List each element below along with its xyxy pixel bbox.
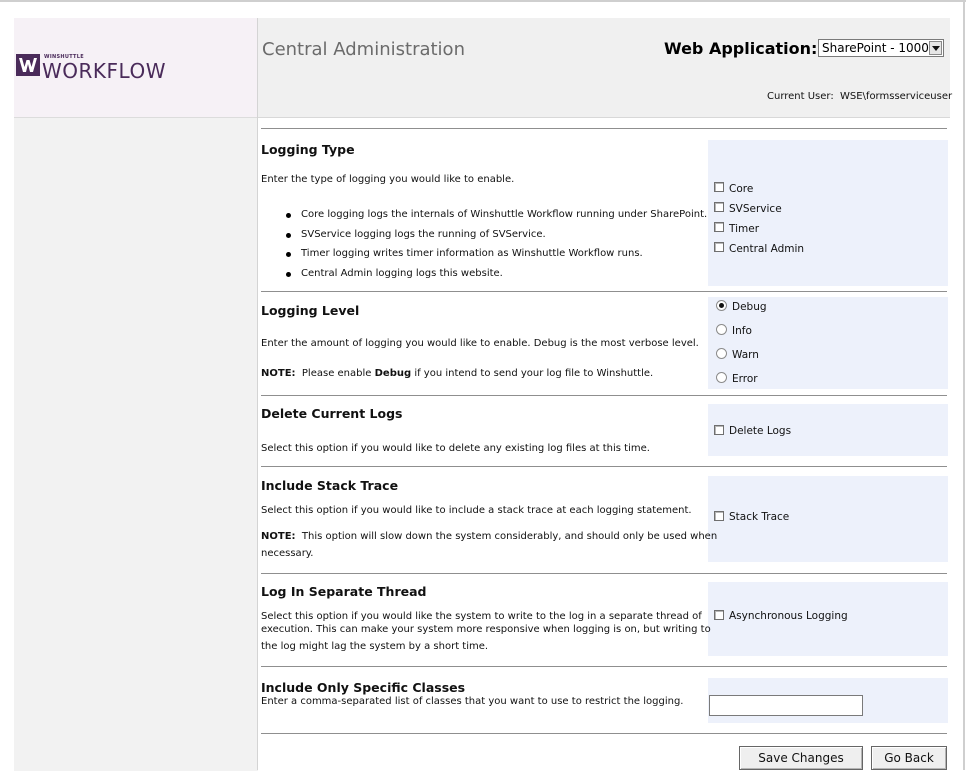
logo-brand-big: WORKFLOW xyxy=(42,59,166,83)
debug-radio[interactable] xyxy=(716,300,727,311)
specific-classes-title: Include Only Specific Classes xyxy=(261,680,466,695)
async-logging-label: Asynchronous Logging xyxy=(729,610,848,622)
warn-label: Warn xyxy=(732,349,759,361)
specific-classes-input[interactable] xyxy=(709,695,863,716)
web-application-label: Web Application: xyxy=(664,39,818,58)
central-admin-checkbox[interactable] xyxy=(714,242,724,252)
window-right-border xyxy=(963,0,965,770)
stack-trace-note-cont: necessary. xyxy=(261,548,314,559)
divider xyxy=(261,666,947,667)
window-top-border xyxy=(0,0,966,2)
core-label: Core xyxy=(729,183,754,195)
logging-type-description: Enter the type of logging you would like to enable. xyxy=(261,174,515,185)
error-label: Error xyxy=(732,373,758,385)
stack-trace-label: Stack Trace xyxy=(729,511,790,523)
list-item: Timer logging writes timer information as Winshuttle Workflow runs. xyxy=(284,244,707,264)
stack-trace-description: Select this option if you would like to include a stack trace at each logging statement. xyxy=(261,505,692,516)
list-item: SVService logging logs the running of SVService. xyxy=(284,225,707,245)
svservice-checkbox[interactable] xyxy=(714,202,724,212)
note-text: This option will slow down the system considerably, and should only be used when xyxy=(301,531,718,542)
logging-level-title: Logging Level xyxy=(261,303,360,318)
note-label: NOTE: xyxy=(261,368,296,379)
logging-type-bullets xyxy=(284,205,707,283)
divider xyxy=(261,395,947,396)
current-user-value: WSE\formsserviceuser xyxy=(840,91,953,102)
stack-trace-note xyxy=(261,529,717,545)
async-logging-checkbox[interactable] xyxy=(714,610,724,620)
central-admin-label: Central Admin xyxy=(729,243,805,255)
logging-level-description: Enter the amount of logging you would like to enable. Debug is the most verbose level. xyxy=(261,338,699,349)
separate-thread-line2: execution. This can make your system more responsive when logging is on, but writing to xyxy=(261,624,711,635)
delete-logs-label: Delete Logs xyxy=(729,425,792,437)
separate-thread-line1: Select this option if you would like the system to write to the log in a separate thread of xyxy=(261,611,702,622)
divider xyxy=(261,128,947,129)
logging-level-note xyxy=(261,366,653,382)
logo-panel xyxy=(14,18,258,117)
page-title: Central Administration xyxy=(262,39,465,60)
header xyxy=(258,18,953,118)
web-application-select[interactable] xyxy=(818,39,944,57)
web-application-value: SharePoint - 1000 xyxy=(822,41,929,55)
divider xyxy=(261,733,947,734)
info-radio[interactable] xyxy=(716,324,727,335)
go-back-button[interactable]: Go Back xyxy=(871,746,947,770)
warn-radio[interactable] xyxy=(716,348,727,359)
divider xyxy=(261,291,947,292)
divider xyxy=(261,573,947,574)
list-item: Core logging logs the internals of Winshuttle Workflow running under SharePoint. xyxy=(284,205,707,225)
note-label: NOTE: xyxy=(261,531,296,542)
chevron-down-icon[interactable] xyxy=(929,41,942,55)
core-checkbox[interactable] xyxy=(714,182,724,192)
delete-logs-description: Select this option if you would like to delete any existing log files at this time. xyxy=(261,443,650,454)
separate-thread-title: Log In Separate Thread xyxy=(261,584,427,599)
list-item: Central Admin logging logs this website. xyxy=(284,264,707,284)
winshuttle-logo-icon xyxy=(16,54,40,76)
note-text: if you intend to send your log file to Winshuttle. xyxy=(414,368,654,379)
separate-thread-line3: the log might lag the system by a short time. xyxy=(261,641,489,652)
current-user-label: Current User: xyxy=(767,91,834,102)
logging-type-title: Logging Type xyxy=(261,142,355,157)
stack-trace-checkbox[interactable] xyxy=(714,511,724,521)
stack-trace-title: Include Stack Trace xyxy=(261,478,399,493)
timer-checkbox[interactable] xyxy=(714,222,724,232)
sidebar xyxy=(14,117,258,771)
svservice-label: SVService xyxy=(729,203,782,215)
sidebar-divider xyxy=(257,18,258,770)
timer-label: Timer xyxy=(729,223,760,235)
info-label: Info xyxy=(732,325,752,337)
delete-logs-checkbox[interactable] xyxy=(714,425,724,435)
delete-logs-title: Delete Current Logs xyxy=(261,406,403,421)
note-text: Please enable xyxy=(301,368,372,379)
error-radio[interactable] xyxy=(716,372,727,383)
note-emphasis: Debug xyxy=(374,368,412,379)
save-changes-button[interactable]: Save Changes xyxy=(739,746,863,770)
divider xyxy=(261,466,947,467)
debug-label: Debug xyxy=(732,301,767,313)
specific-classes-description: Enter a comma-separated list of classes that you want to use to restrict the logging. xyxy=(261,696,684,707)
logo-brand-small: WINSHUTTLE xyxy=(44,54,84,60)
